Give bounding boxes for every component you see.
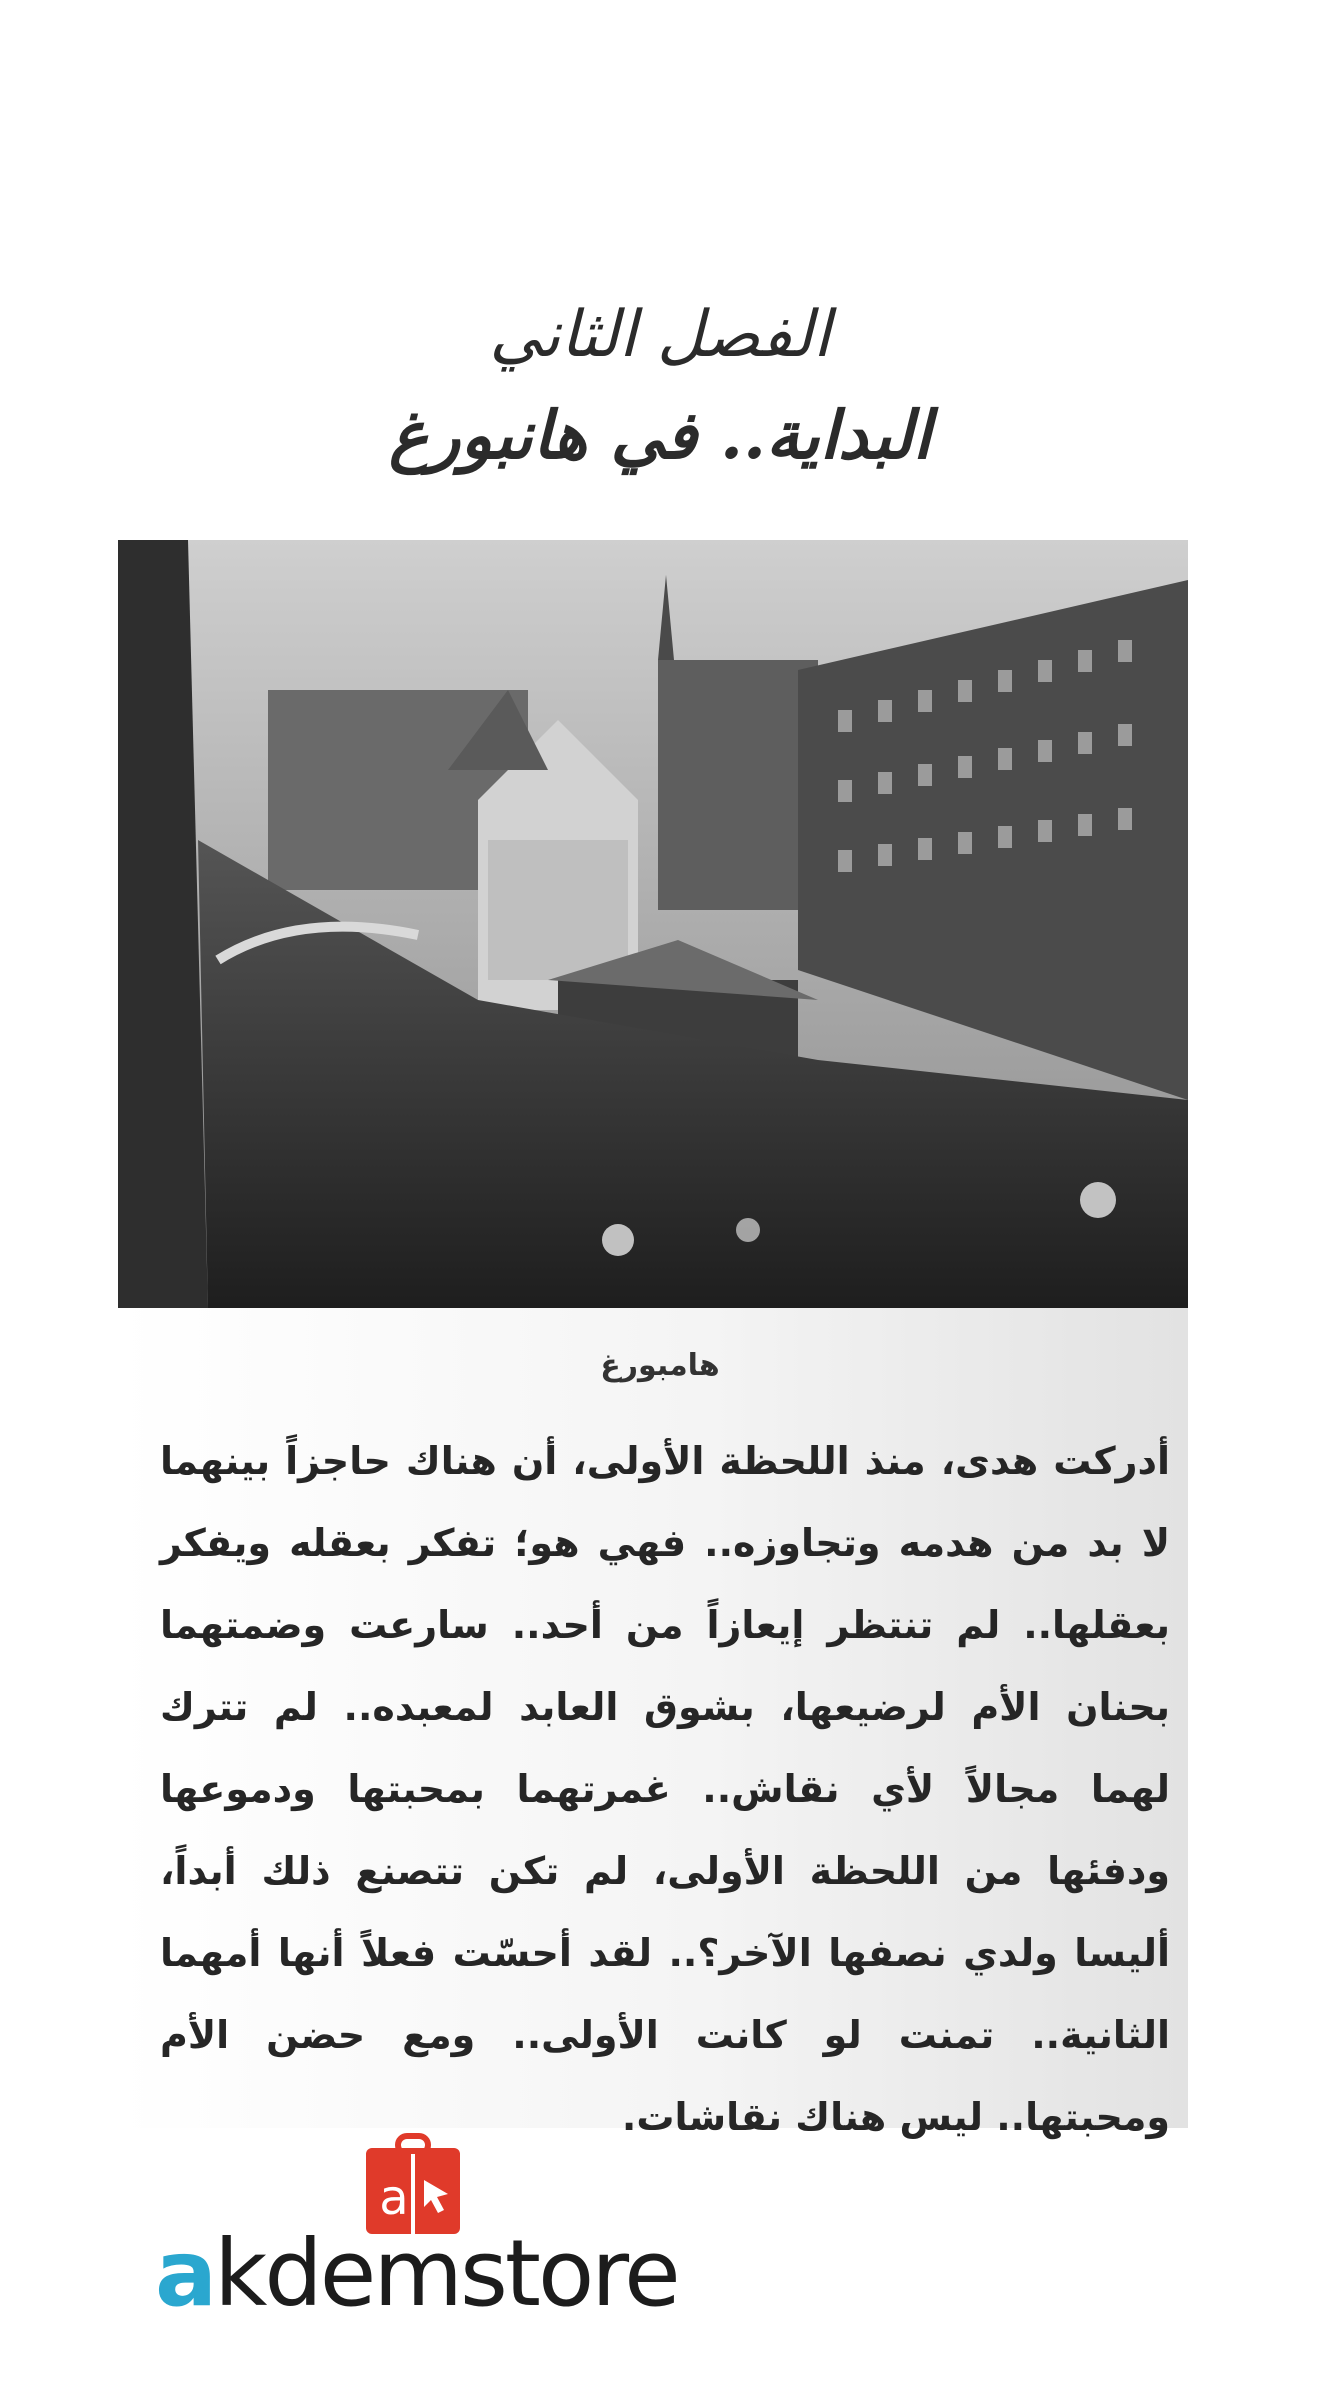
logo-icon-letter: a	[379, 2170, 409, 2226]
chapter-body-paragraph: أدركت هدى، منذ اللحظة الأولى، أن هناك حاجزاً بينهما لا بد من هدمه وتجاوزه.. فهي هو؛ تفكر بعقله ويفكر بعقلها.. لم تنتظر إيعازاً من أحد.. سارعت وضمتهما بحنان الأم لرضيعها، بشوق العابد لمعبده.. لم تترك لهما مجالاً لأي نقاش.. غمرتهما بمحبتها ودموعها ودفئها من اللحظة الأولى، لم تكن تتصنع ذلك أبداً، أليسا ولدي نصفها الآخر؟.. لقد أحسّت فعلاً أنها أمهما الثانية.. تمنت لو كانت الأولى.. ومع حضن الأم ومحبتها.. ليس هناك نقاشات.	[160, 1439, 1170, 2139]
hamburg-canal-photo	[118, 540, 1188, 1308]
store-logo-wordmark	[155, 2220, 678, 2327]
logo-wordmark-first-letter: a	[155, 2220, 215, 2327]
chapter-subtitle: البداية.. في هانبورغ	[388, 396, 932, 474]
logo-wordmark-rest: kdemstore	[214, 2220, 678, 2327]
chapter-number-title: الفصل الثاني	[489, 298, 831, 372]
photo-caption: هامبورغ	[600, 1348, 720, 1383]
chapter-heading	[0, 285, 1320, 485]
